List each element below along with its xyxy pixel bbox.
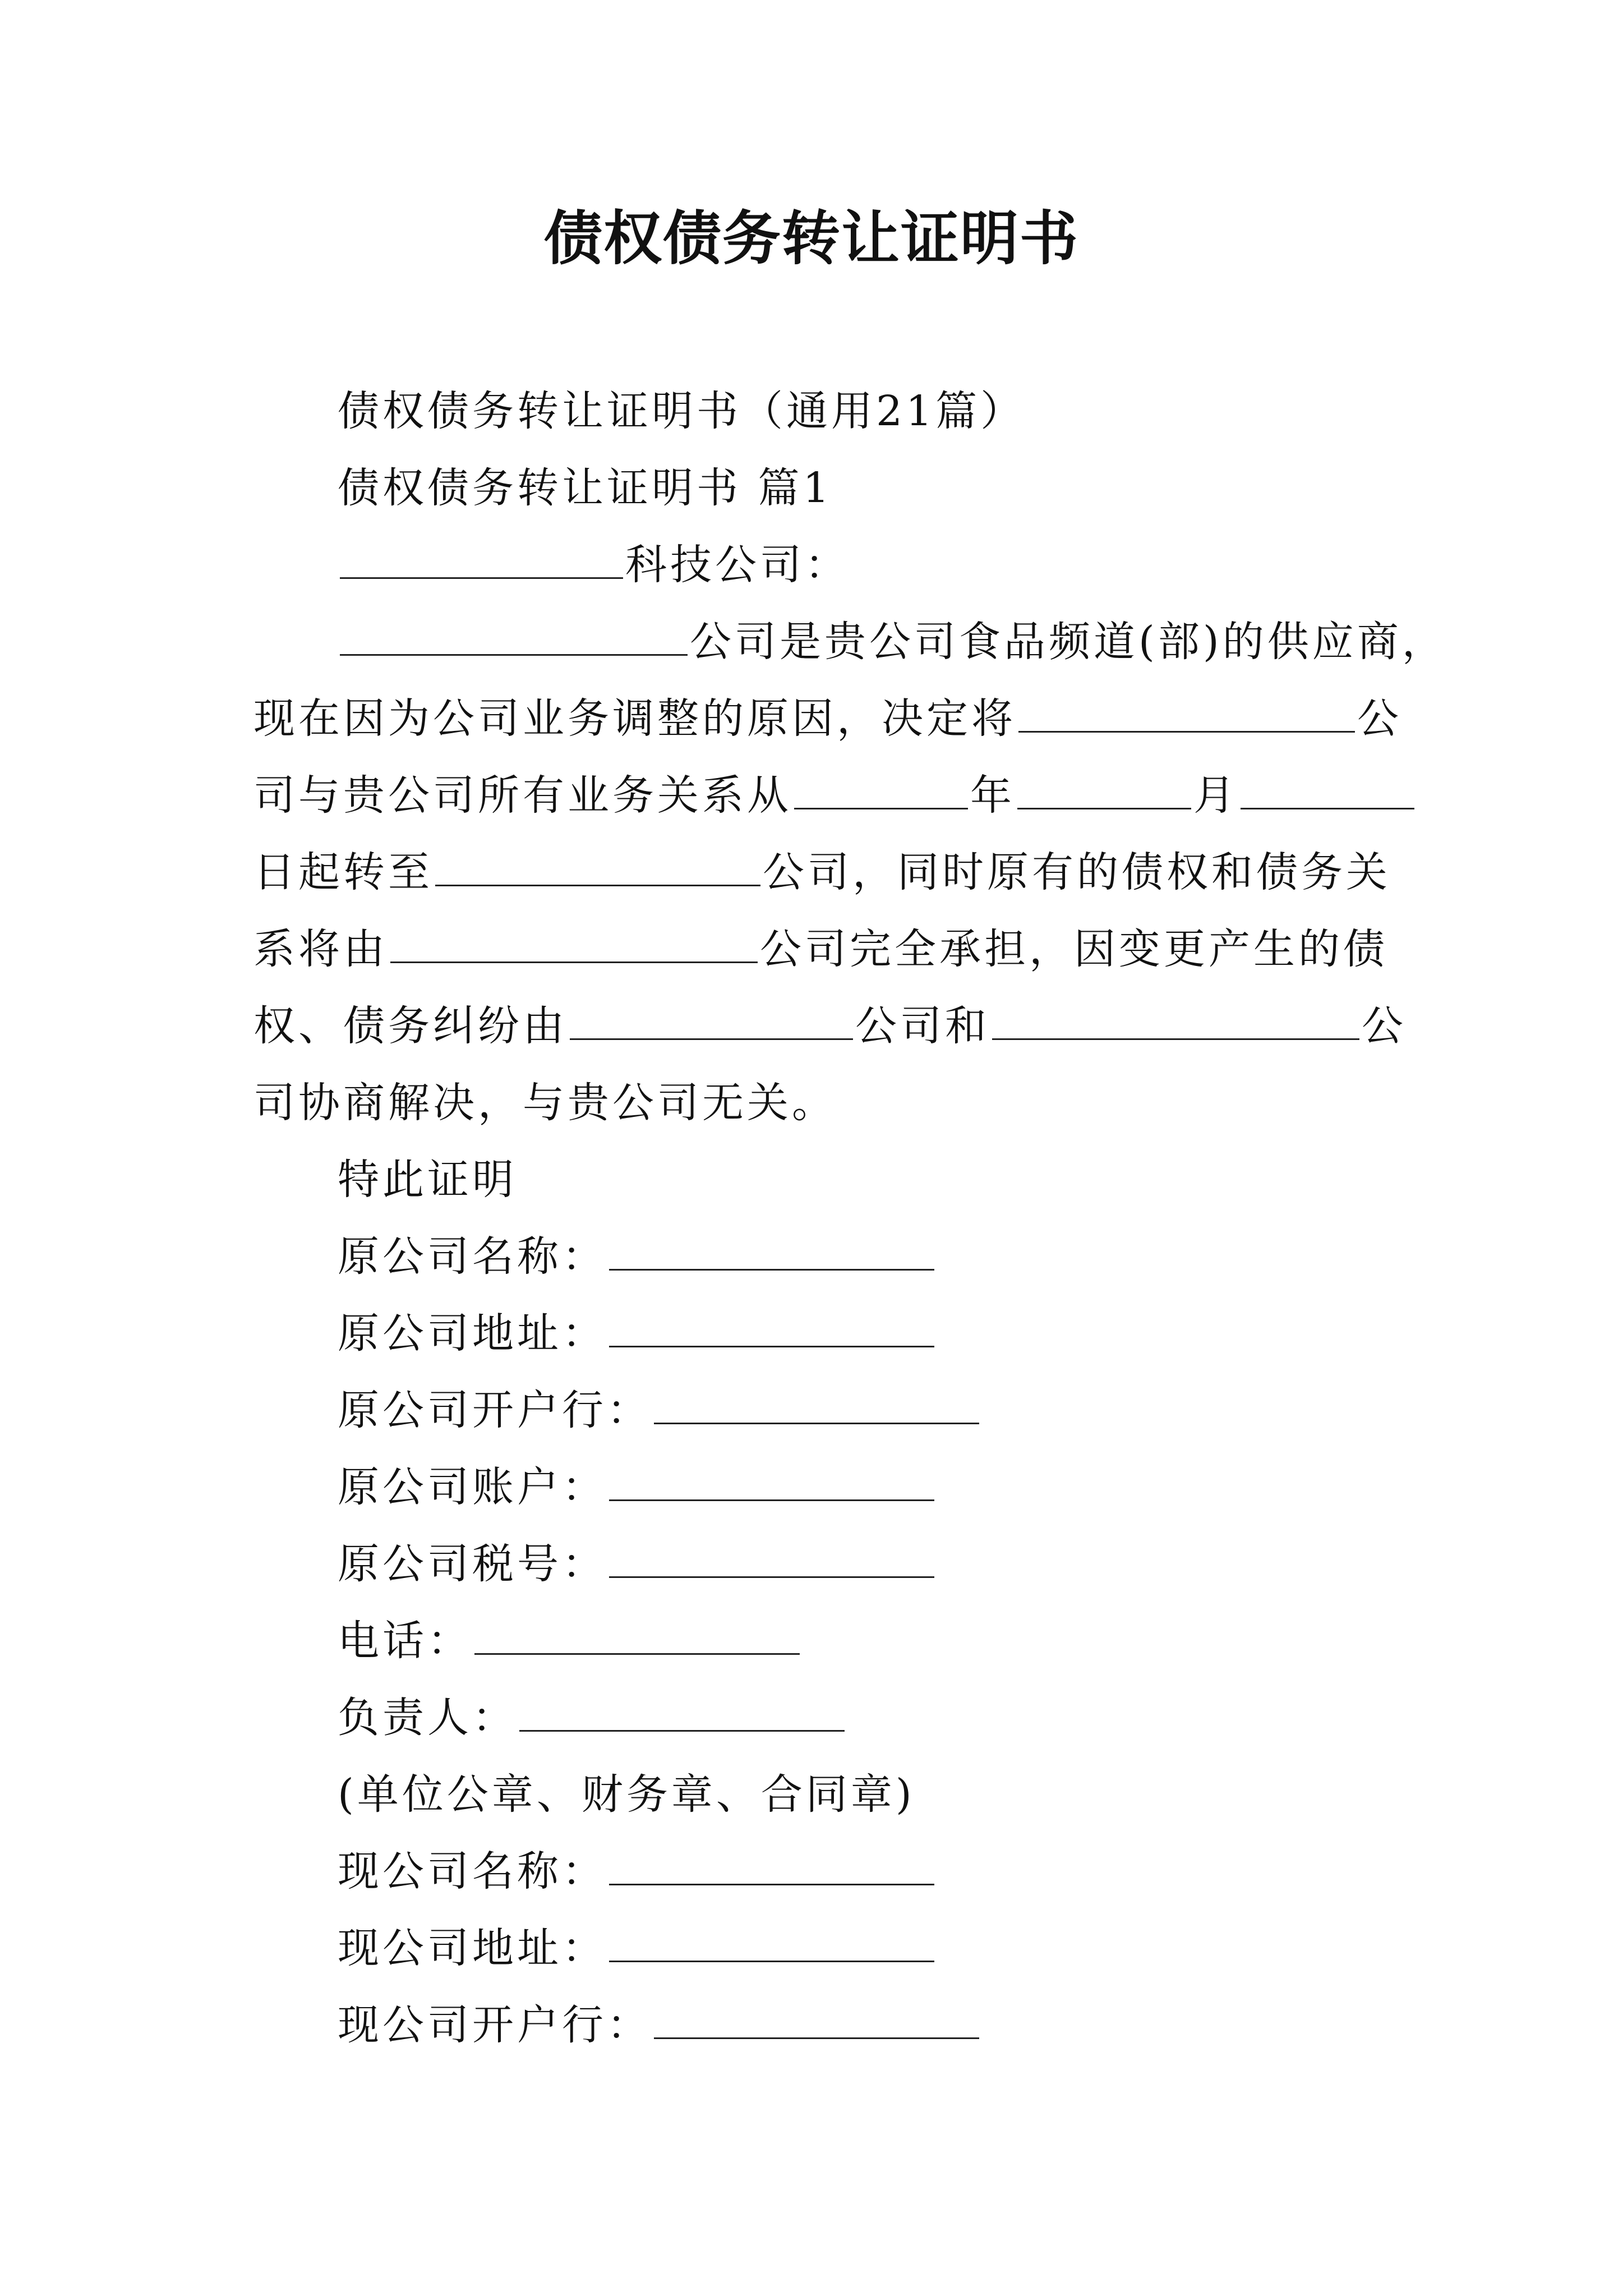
dispute-company-b-blank <box>992 999 1359 1040</box>
phone-row <box>253 1603 1392 1680</box>
subtitle-line <box>253 373 1392 450</box>
addressee-line <box>253 527 1392 604</box>
month-label: 月 <box>1193 771 1238 820</box>
paragraph-text: 日起转至 <box>253 848 433 896</box>
seal-note: (单位公章、财务章、合同章) <box>338 1770 915 1819</box>
original-company-account-blank <box>609 1460 934 1501</box>
paragraph-text: 司与贵公司所有业务关系从 <box>253 771 792 820</box>
original-company-bank-row <box>253 1372 1392 1449</box>
original-company-name-blank <box>609 1230 934 1271</box>
dispute-company-a-blank <box>570 999 853 1040</box>
field-label: 现公司开户行： <box>338 2001 652 2049</box>
field-label: 电话： <box>338 1617 472 1665</box>
paragraph-text: 权、债务纠纷由 <box>253 1002 568 1050</box>
paragraph-text: 公司完全承担，因变更产生的债 <box>760 925 1388 973</box>
original-company-name-row <box>253 1218 1392 1295</box>
person-in-charge-row <box>253 1680 1392 1756</box>
paragraph-line-4 <box>253 834 1392 911</box>
new-company-bank-row <box>253 1987 1392 2064</box>
paragraph-line-2 <box>253 680 1402 757</box>
paragraph-line-5 <box>253 911 1392 988</box>
addressee-suffix: 科技公司： <box>625 541 850 589</box>
paragraph-text: 公 <box>1362 1002 1407 1050</box>
section-heading: 债权债务转让证明书 篇1 <box>338 464 833 512</box>
paragraph-text: 公司是贵公司食品频道(部)的供应商， <box>690 618 1447 666</box>
closing-text: 特此证明 <box>338 1156 517 1204</box>
receiving-company-blank <box>435 845 760 886</box>
paragraph-text: 司协商解决，与贵公司无关。 <box>253 1079 837 1127</box>
paragraph-text: 公司，同时原有的债权和债务关 <box>763 848 1391 896</box>
new-company-name-blank <box>609 1844 934 1885</box>
document-body <box>253 373 1447 2064</box>
closing-line <box>253 1142 1392 1218</box>
field-label: 原公司开户行： <box>338 1386 652 1434</box>
paragraph-line-6 <box>253 988 1407 1065</box>
original-company-tax-blank <box>609 1537 934 1578</box>
document-title: 债权债务转让证明书 <box>543 204 1079 273</box>
paragraph-line-3 <box>253 757 1392 834</box>
seal-note-row <box>253 1756 1392 1833</box>
paragraph-line-1 <box>253 604 1447 680</box>
original-company-tax-row <box>253 1526 1392 1603</box>
day-blank <box>1241 769 1414 809</box>
new-company-address-row <box>253 1910 1392 1987</box>
year-blank <box>794 769 968 809</box>
field-label: 原公司地址： <box>338 1309 607 1358</box>
assuming-company-blank <box>390 922 758 963</box>
paragraph-text: 现在因为公司业务调整的原因，决定将 <box>253 694 1016 743</box>
person-in-charge-blank <box>519 1691 845 1732</box>
year-label: 年 <box>970 771 1015 820</box>
field-label: 现公司地址： <box>338 1924 607 1972</box>
subtitle: 债权债务转让证明书（通用21篇） <box>338 387 1026 435</box>
field-label: 现公司名称： <box>338 1847 607 1895</box>
new-company-address-blank <box>609 1921 934 1962</box>
field-label: 负责人： <box>338 1694 517 1742</box>
original-company-account-row <box>253 1449 1392 1526</box>
original-company-bank-blank <box>654 1383 979 1424</box>
paragraph-text: 系将由 <box>253 925 388 973</box>
original-company-address-row <box>253 1295 1392 1372</box>
field-label: 原公司账户： <box>338 1463 607 1511</box>
new-company-name-row <box>253 1833 1392 1910</box>
month-blank <box>1017 769 1191 809</box>
supplier-company-blank <box>340 615 688 656</box>
new-company-bank-blank <box>654 1998 979 2039</box>
transferring-company-blank <box>1018 692 1355 733</box>
phone-blank <box>474 1614 800 1655</box>
paragraph-text: 公司和 <box>855 1002 990 1050</box>
field-label: 原公司名称： <box>338 1232 607 1281</box>
addressee-blank <box>340 538 623 579</box>
paragraph-line-7 <box>253 1065 1392 1142</box>
original-company-address-blank <box>609 1306 934 1347</box>
section-heading-line <box>253 450 1392 527</box>
field-label: 原公司税号： <box>338 1540 607 1588</box>
paragraph-text: 公 <box>1357 694 1402 743</box>
